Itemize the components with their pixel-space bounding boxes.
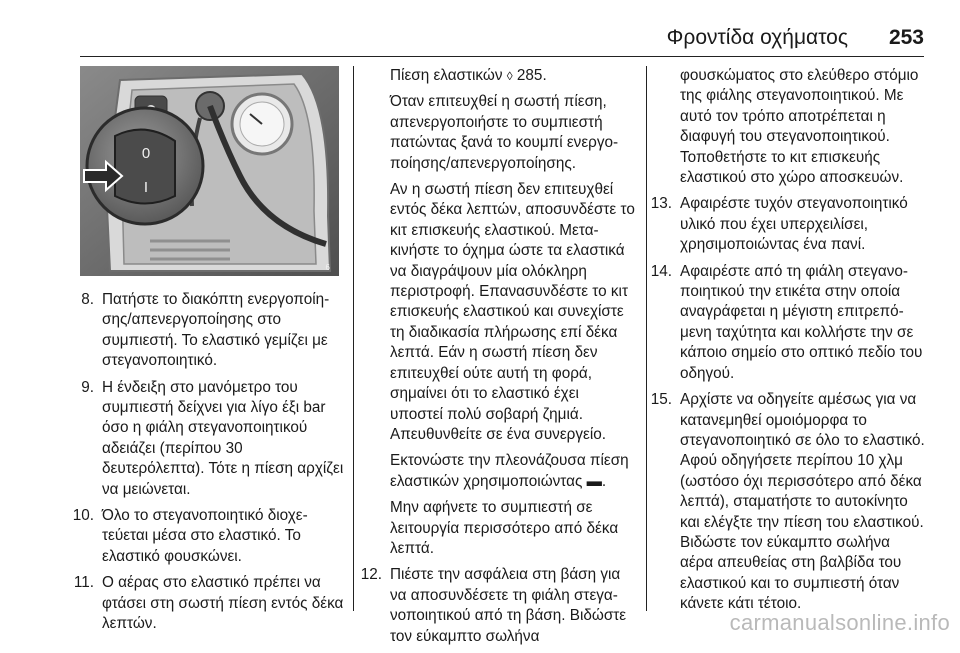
list-item [650, 390, 926, 614]
column-divider-2 [646, 66, 647, 611]
list-item [72, 506, 347, 567]
list-item [72, 378, 347, 500]
list-item-number: 9. [81, 378, 94, 396]
watermark: carmanualsonline.info [729, 610, 950, 635]
column-1 [72, 290, 347, 641]
paragraph: Όταν επιτευχθεί η σωστή πίεση, απενεργοποιήστε το συμπιεστή πατώντας ξανά το κουμπί ενεργοποίησης/απενεργοποίησης. [390, 93, 619, 172]
figure-marker: 6 [325, 263, 330, 272]
switch-label-1: I [143, 179, 149, 196]
page-header [0, 0, 960, 58]
page-title: Φροντίδα οχήματος [666, 26, 848, 49]
list-item-number: 13. [650, 195, 672, 213]
tire-pressure-reference [390, 66, 636, 86]
switch-label-0: 0 [141, 145, 151, 162]
column-divider-1 [353, 66, 354, 611]
paragraph-text: Εκτονώστε την πλεονάζουσα πίεση ελαστικών χρησιμοποιώντας [390, 452, 629, 490]
list-item-number: 10. [72, 507, 94, 525]
list-item [650, 194, 926, 255]
header-rule [80, 56, 924, 57]
list-item-number: 14. [650, 262, 672, 280]
page-number: 253 [888, 26, 924, 49]
minus-symbol-icon: ▬ [586, 472, 602, 490]
list-item-text: Αρχίστε να οδηγείτε αμέσως για να κατανεμηθεί ομοιόμορφα το στεγανοποιητικό σε όλο το ελαστικό. Αφού οδηγήσετε περίπου 10 χλμ (ωστόσο όχι περισσότερο από δέκα λεπτά), σταματήστε το αυτοκίνητο και ελέγξτε την πίεση του ελαστικού. Βιδώστε τον εύκαμπτο σωλήνα αέρα απευθείας στη βαλβίδα του ελαστικού και το συμπιεστή όταν κάνετε κάτι τέτοιο. [680, 391, 925, 613]
list-item-text: Όλο το στεγανοποιητικό διοχετεύεται μέσα στο ελαστικό. Το ελαστικό φουσκώνει. [102, 507, 308, 565]
list-item-number: 8. [81, 291, 94, 308]
list-item [72, 290, 347, 372]
paragraph: Αν η σωστή πίεση δεν επιτευχθεί εντός δέκα λεπτών, αποσυνδέστε το κιτ επισκευής ελαστικού. Μετακινήστε το όχημα ώστε τα ελαστικά να διαγράψουν μία ολόκληρη περιστροφή. Επανασυνδέστε το κιτ επισκευής ελαστικού και συνεχίστε τη διαδικασία πλήρωσης επί δέκα λεπτά. Εάν η σωστή πίεση δεν επιτευχθεί ούτε αυτή τη φορά, σημαίνει ότι το ελαστικό έχει υποστεί πολύ σοβαρή ζημιά. Απευθυνθείτε σε ένα συνεργείο. [390, 181, 635, 443]
paragraph [390, 451, 636, 492]
list-item-number: 15. [650, 391, 672, 409]
reference-page[interactable]: 285. [512, 67, 547, 84]
reference-text: Πίεση ελαστικών [390, 67, 507, 84]
paragraph-text-end: . [601, 472, 607, 490]
list-item-text: Αφαιρέστε από τη φιάλη στεγανοποιητικού την ετικέτα στην οποία αναγράφεται η μέγιστη επιτρεπόμενη ταχύτητα και κολλήστε την σε κάποιο σημείο στο οπτικό πεδίο του οδηγού. [680, 262, 923, 382]
compressor-illustration-svg [80, 66, 339, 276]
column-3 [650, 66, 926, 621]
list-item-text: Η ένδειξη στο μανόμετρο του συμπιεστή δείχνει για λίγο έξι bar όσο η φιάλη στεγανοποιητικού αδειάζει (περίπου 30 δευτερόλεπτα). Τότε η πίεση αρχίζει να μειώνεται. [102, 378, 344, 498]
list-item-text: Αφαιρέστε τυχόν στεγανοποιητικό υλικό που έχει υπερχειλίσει, χρησιμοποιώντας ένα πανί. [680, 195, 908, 254]
list-item-text: Ο αέρας στο ελαστικό πρέπει να φτάσει στη σωστή πίεση εντός δέκα λεπτών. [102, 574, 344, 633]
compressor-illustration [80, 66, 339, 276]
list-item-number: 12. [360, 566, 382, 584]
list-item-text: Πατήστε το διακόπτη ενεργοποίησης/απενεργοποίησης στο συμπιεστή. Το ελαστικό γεμίζει με στεγανοποιητικό. [102, 291, 330, 370]
list-item [72, 573, 347, 634]
list-item-text: Πιέστε την ασφάλεια στη βάση για να αποσυνδέσετε τη φιάλη στεγανοποιητικού από τη βάση. Βιδώστε τον εύκαμπτο σωλήνα [390, 566, 627, 645]
paragraph: Μην αφήνετε το συμπιεστή σε λειτουργία περισσότερο από δέκα λεπτά. [390, 499, 619, 557]
list-item-number: 11. [73, 574, 94, 592]
cross-reference-icon: ◊ [506, 69, 513, 83]
column-2 [360, 66, 636, 653]
list-item [360, 565, 636, 647]
paragraph: φουσκώματος στο ελεύθερο στόμιο της φιάλης στεγανοποιητικού. Με αυτό τον τρόπο αποτρέπεται η διαφυγή του στεγανοποιητικού. Τοποθετήστε το κιτ επισκευής ελαστικού στο χώρο αποσκευών. [680, 67, 919, 187]
list-item [650, 262, 926, 384]
